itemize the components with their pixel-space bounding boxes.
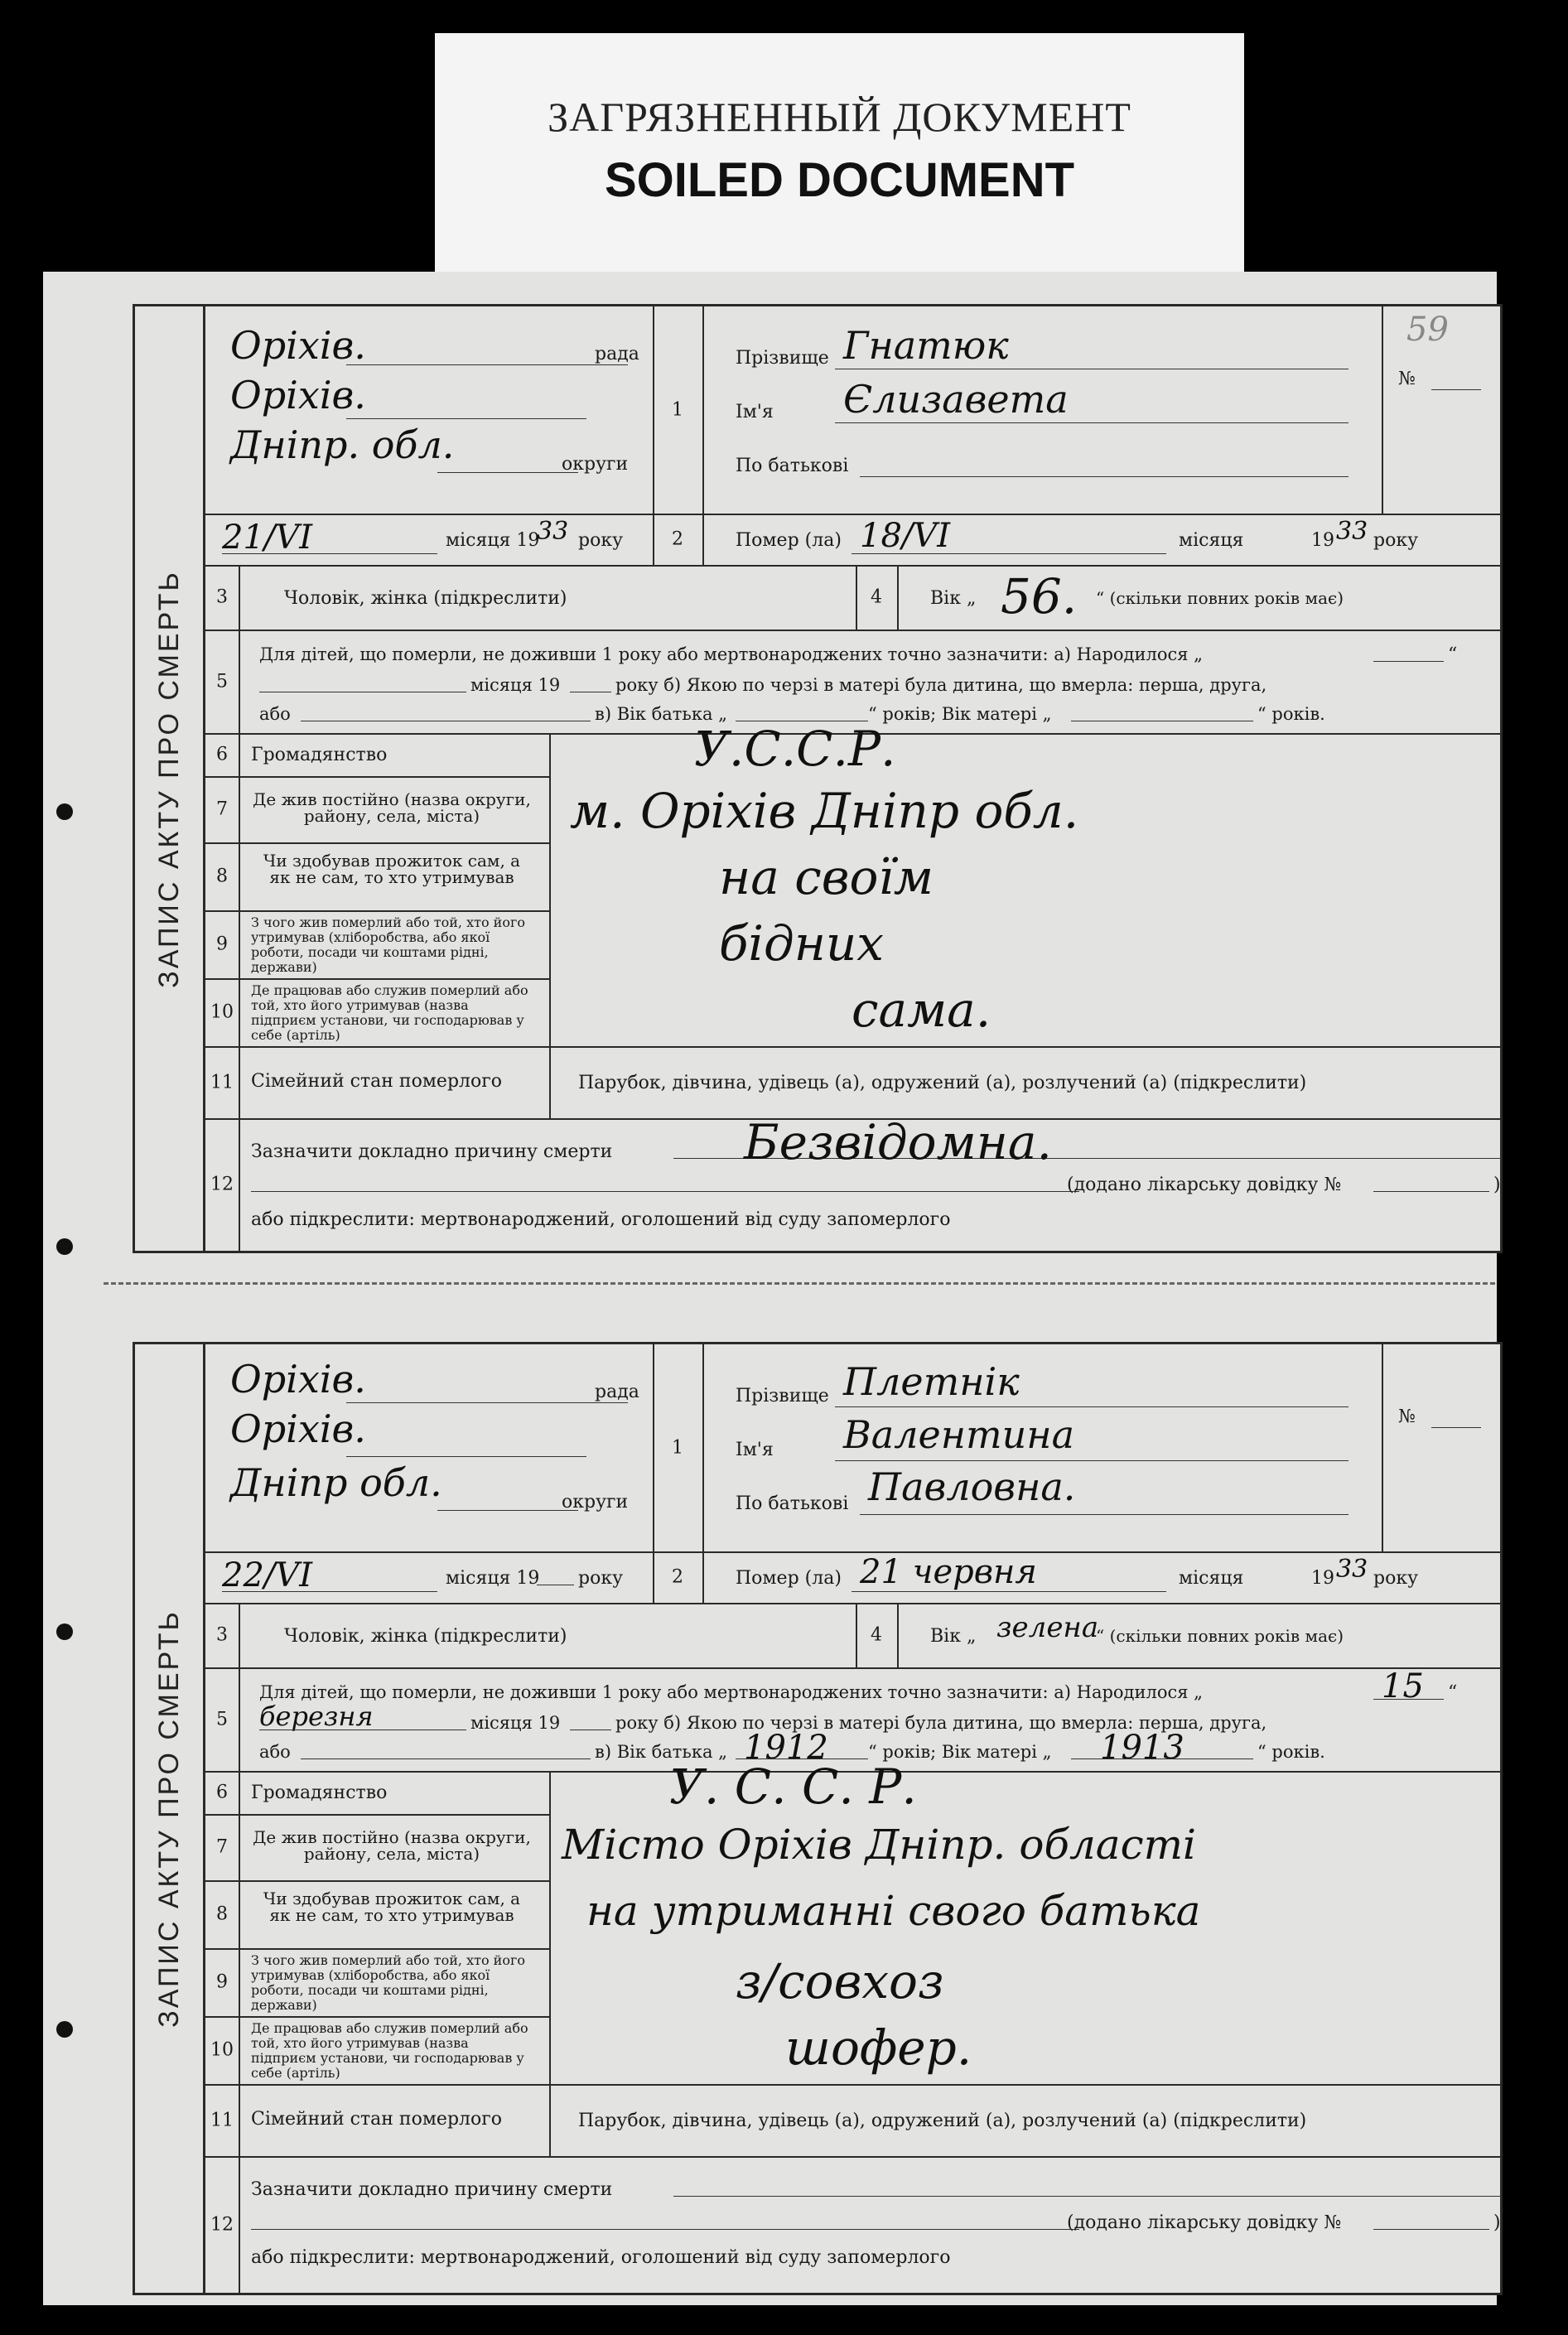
work-value: сама. [852,982,991,1038]
citizenship-value: У. С. С. Р. [669,1758,917,1815]
rayon-value: Оріхів. [230,1406,366,1451]
born-day-value: 15 [1382,1667,1424,1705]
mother-age-value: 1913 [1100,1729,1184,1767]
rada-value: Оріхів. [230,1357,366,1401]
cut-line [104,1282,1495,1285]
livelihood-value: бідних [719,915,884,972]
side-title: ЗАПИС АКТУ ПРО СМЕРТЬ [135,1344,205,2293]
support-value: на своїм [719,849,934,905]
death-record-form-1: ЗАПИС АКТУ ПРО СМЕРТЬ Оріхів. рада Оріхів. Дніпр. обл. округи 1 Прізвище Гнатюк Ім'я Єлизавета По батькові 59 № 21/VI місяця 19 33 року 2 Помер (ла) 18/VI місяця 19 33 року 3 Чоловік, жінка (підкреслити) 4 Вік „ 56. “ (скільки повних років має) 5 Для дітей, що померли, не доживши 1 року або мертвонароджених точно зазначити: а) Народилося „ “ місяця 19 року б) Якою по черзі в матері була дитина, що вмерла: перша, друга, або в) Вік батька „ “ років; Вік матері „ “ років. 6 Громадянство 7 Де жив постійно (назва округи, району, села, міста) 8 Чи здобував прожиток сам, а як не сам, то хто утримував 9 З чого жив померлий або той, хто його утримував (хліборобства, або якої роботи, посади чи коштами рідні, держави) 10 Де працював або служив померлий або той, хто його утримував (назва підприєм установи, чи господарював у себе (артіль) 11 Сімейний стан померлого У.С.С.Р. м. Оріхів Дніпр обл. на своїм бідних сама. Парубок, дівчина, удівець (а), одружений (а), розлучений (а) (підкреслити) 12 Зазначити докладно причину смерти Безвідомна. (додано лікарську довідку № ) або підкреслити: мертвонароджений, оголошений від суду запомерлого [133,304,1503,1253]
punch-hole [56,1238,73,1255]
okrug-value: Дніпр обл. [230,1460,442,1505]
residence-value: м. Оріхів Дніпр обл. [570,783,1079,839]
sex-field: Чоловік, жінка (підкреслити) [284,588,567,609]
died-day-value: 18/VI [860,517,951,555]
record-date: 22/VI [222,1556,313,1594]
support-value: на утриманні свого батька [586,1887,1201,1935]
punch-hole [56,1623,73,1640]
okrug-label: округи [562,454,629,475]
father-age-value: 1912 [744,1729,828,1767]
okrug-value: Дніпр. обл. [230,422,455,467]
death-record-form-2: ЗАПИС АКТУ ПРО СМЕРТЬ Оріхів. рада Оріхів. Дніпр обл. округи 1 Прізвище Плетнік Ім'я Валентина По батькові Павловна. № 22/VI місяця 19 року 2 Помер (ла) 21 червня місяця 19 33 року 3 Чоловік, жінка (підкреслити) 4 Вік „ зелена “ (скільки повних років має) 5 Для дітей, що померли, не доживши 1 року або мертвонароджених точно зазначити: а) Народилося „ 15 “ березня місяця 19 року б) Якою по черзі в матері була дитина, що вмерла: перша, друга, або в) Вік батька „ 1912 “ років; Вік матері „ 1913 “ років. 6 Громадянство 7 Де жив постійно (назва округи, району, села, міста) 8 Чи здобував прожиток сам, а як не сам, то хто утримував 9 З чого жив померлий або той, хто його утримував (хліборобства, або якої роботи, посади чи коштами рідні, держави) 10 Де працював або служив померлий або той, хто його утримував (назва підприєм установи, чи господарював у себе (артіль) 11 Сімейний стан померлого У. С. С. Р. Місто Оріхів Дніпр. області на утриманні свого батька з/совхоз шофер. Парубок, дівчина, удівець (а), одружений (а), розлучений (а) (підкреслити) 12 Зазначити докладно причину смерти (додано лікарську довідку № ) або підкреслити: мертвонароджений, оголошений від суду запомерлого [133,1342,1503,2295]
row-header: Оріхів. рада Оріхів. Дніпр. обл. округи 1 Прізвище Гнатюк Ім'я Єлизавета По батькові 59 № [205,306,1500,515]
surname-value: Плетнік [843,1359,1020,1404]
born-month-value: березня [259,1701,374,1732]
label-english: SOILED DOCUMENT [604,153,1075,207]
marital-options: Парубок, дівчина, удівець (а), одружений (а), розлучений (а) (підкреслити) [578,1073,1307,1093]
died-day-value: 21 червня [860,1553,1037,1591]
record-number: 59 [1406,311,1449,349]
cause-value: Безвідомна. [744,1114,1052,1170]
record-date: 21/VI [222,519,313,557]
side-title: ЗАПИС АКТУ ПРО СМЕРТЬ [135,306,205,1251]
surname-value: Гнатюк [843,323,1009,368]
name-cell: Прізвище Гнатюк Ім'я Єлизавета По батькові [702,306,1383,514]
punch-hole [56,803,73,820]
place-cell [205,306,654,514]
name-value: Валентина [843,1412,1075,1457]
work-value: шофер. [785,2019,972,2076]
citizenship-value: У.С.С.Р. [694,721,896,777]
rada-label: рада [595,344,639,364]
rayon-value: Оріхів. [230,373,366,417]
name-value: Єлизавета [843,377,1069,422]
residence-value: Місто Оріхів Дніпр. області [562,1821,1197,1869]
age-value: зелена [996,1611,1099,1644]
patronymic-value: Павловна. [868,1464,1076,1509]
label-russian: ЗАГРЯЗНЕННЫЙ ДОКУМЕНТ [548,94,1131,140]
number-cell: 59 № [1382,306,1500,514]
livelihood-value: з/совхоз [736,1953,944,2009]
rada-value: Оріхів. [230,323,366,368]
punch-hole [56,2021,73,2038]
age-value: 56. [1001,568,1078,625]
soiled-document-label [435,33,1244,282]
